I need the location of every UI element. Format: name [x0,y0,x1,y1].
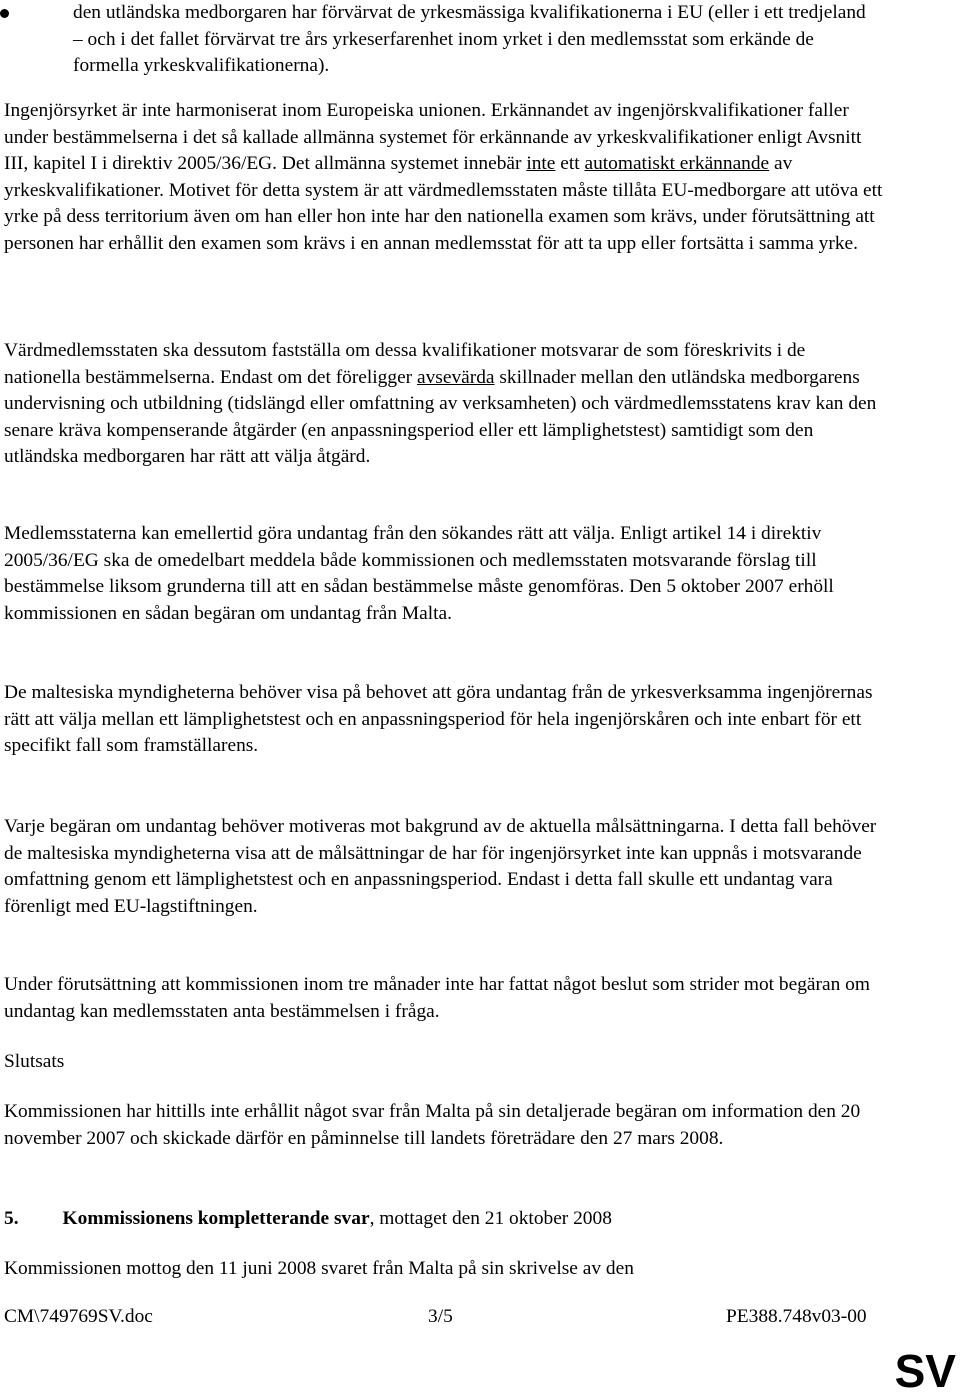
paragraph-motivation: Varje begäran om undantag behöver motiveras mot bakgrund av de aktuella målsättningarna. I detta fall behöver de maltesiska myndigheterna visa att de målsättningar de har för ingenjörsyrket inte kan uppnås i motsvarande omfattning genom ett lämplighetstest och en anpassningsperiod. Endast i detta fall skulle ett undantag vara förenligt med EU-lagstiftningen. [4,816,877,917]
underlined-text: avsevärda [417,366,495,388]
paragraph-maltese-authorities: De maltesiska myndigheterna behöver visa på behovet att göra undantag från de yrkesverksamma ingenjörernas rätt att välja mellan ett lämplighetstest och en anpassningsperiod för hela ingenjörskåren och inte enbart för ett specifikt fall som framställarens. [4,682,873,757]
paragraph-harmonisation [4,98,884,258]
section-title: Kommissionens kompletterande svar [62,1208,370,1229]
heading-slutsats: Slutsats [4,1051,65,1072]
paragraph-host-state [4,338,884,471]
paragraph-response: Kommissionen mottog den 11 juni 2008 svaret från Malta på sin skrivelse av den [4,1258,634,1279]
section-heading-5 [4,1206,884,1233]
underlined-text: automatiskt erkännande [584,153,770,175]
paragraph-three-months: Under förutsättning att kommissionen inom tre månader inte har fattat något beslut som strider mot begäran om undantag kan medlemsstaten anta bestämmelsen i fråga. [4,974,870,1022]
section-number: 5. [4,1208,19,1229]
footer-page-number: 3/5 [428,1306,453,1327]
language-mark: SV [894,1345,956,1397]
footer-doc-ref: CM\749769SV.doc [4,1306,153,1327]
section-subtitle: , mottaget den 21 oktober 2008 [369,1208,612,1229]
paragraph-text: av yrkeskvalifikationer. Motivet för detta system är att värdmedlemsstaten måste tillåta EU-medborgare att utöva ett yrke på dess territorium även om han eller hon inte har den nationella examen som krävs, under förutsättning att personen har erhållit den examen som krävs i en annan medlemsstat för att ta upp eller fortsätta i samma yrke. [4,153,883,254]
bullet-dot-icon [0,9,9,18]
bullet-text: den utländska medborgaren har förvärvat de yrkesmässiga kvalifikationerna i EU (eller i ett tredjeland – och i det fallet förvärvat tre års yrkeserfarenhet inom yrket i den medlemsstat som erkände de formella yrkeskvalifikationerna). [73,2,866,77]
page-footer [4,1304,884,1331]
paragraph-text: skillnader mellan den utländska medborgarens undervisning och utbildning (tidslängd eller omfattning av verksamheten) och värdmedlemsstatens krav kan den senare kräva kompenserande åtgärder (en anpassningsperiod eller ett lämplighetstest) samtidigt som den utländska medborgaren har rätt att välja åtgärd. [4,366,877,468]
underlined-text: inte [526,153,556,175]
paragraph-derogation: Medlemsstaterna kan emellertid göra undantag från den sökandes rätt att välja. Enligt artikel 14 i direktiv 2005/36/EG ska de omedelbart meddela både kommissionen och medlemsstaten motsvarande förslag till bestämmelse liksom grunderna till att en sådan bestämmelse måste genomföras. Den 5 oktober 2007 erhöll kommissionen en sådan begäran om undantag från Malta. [4,523,834,624]
paragraph-text: Värdmedlemsstaten ska dessutom fastställa om dessa kvalifikationer motsvarar de som föreskrivits i de nationella bestämmelserna. Endast om det föreligger [4,340,806,388]
paragraph-conclusion: Kommissionen har hittills inte erhållit något svar från Malta på sin detaljerade begäran om information den 20 november 2007 och skickade därför en påminnelse till landets företrädare den 27 mars 2008. [4,1101,861,1149]
footer-pe-number: PE388.748v03-00 [726,1306,867,1327]
paragraph-text: Ingenjörsyrket är inte harmoniserat inom Europeiska unionen. Erkännandet av ingenjörskvalifikationer faller under bestämmelserna i det så kallade allmänna systemet för erkännande av yrkeskvalifikationer enligt Avsnitt III, kapitel I i direktiv 2005/36/EG. Det allmänna systemet innebär [4,100,862,175]
paragraph-text: ett [555,153,585,175]
